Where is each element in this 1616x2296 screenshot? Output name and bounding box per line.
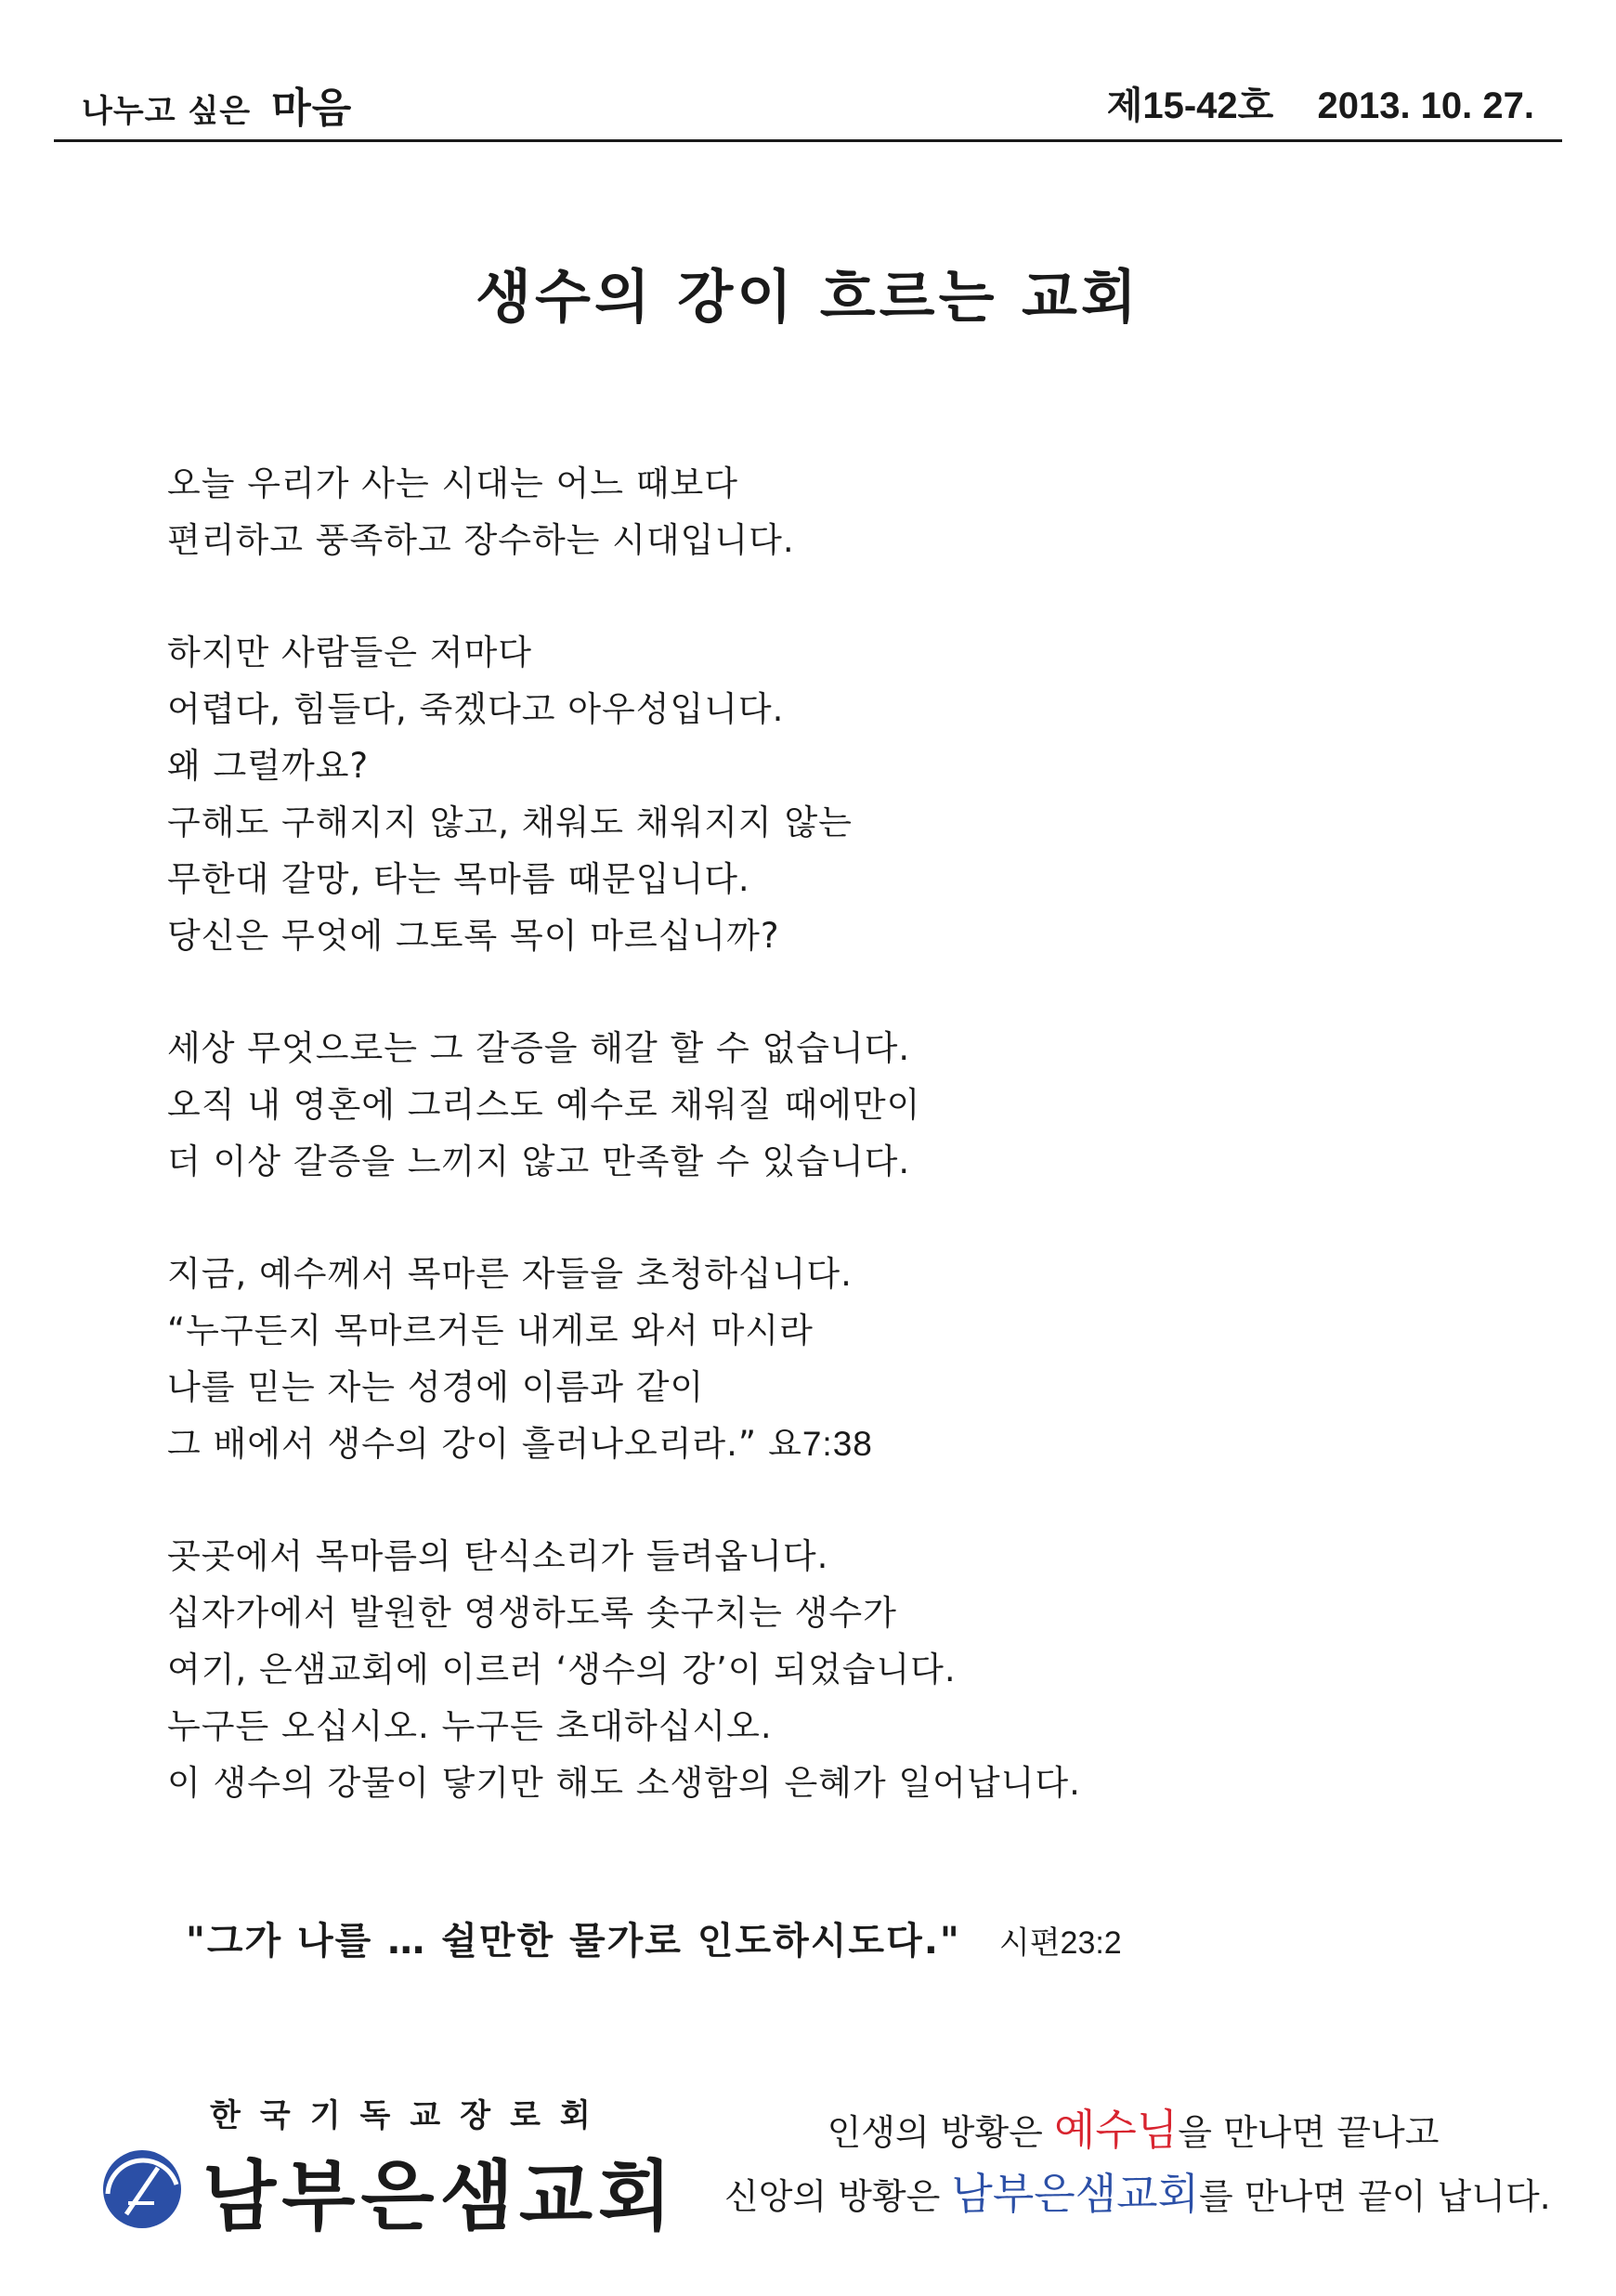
verse-reference: 요7:38 <box>768 1425 873 1463</box>
slogan-text: 인생의 방황은 <box>827 2112 1054 2153</box>
slogan-highlight-church: 남부은샘교회 <box>951 2169 1200 2219</box>
text-line: 편리하고 풍족하고 장수하는 시대입니다. <box>167 520 795 560</box>
text-line-with-ref <box>167 1415 1375 1472</box>
text-line: 그 배에서 생수의 강이 흘러나오리라.” <box>167 1424 758 1464</box>
text-line: 지금, 예수께서 목마른 자들을 초청하십니다. <box>167 1254 853 1294</box>
series-title-part1: 나누고 싶은 <box>82 93 252 130</box>
text-line: 오직 내 영혼에 그리스도 예수로 채워질 때에만이 <box>167 1085 921 1125</box>
closing-reference: 시편23:2 <box>998 1925 1122 1961</box>
text-line: “누구든지 목마르거든 내게로 와서 마시라 <box>167 1311 814 1350</box>
stanza-5 <box>167 1528 1375 1811</box>
series-title <box>82 74 352 134</box>
text-line: 어렵다, 힘들다, 죽겠다고 아우성입니다. <box>167 689 785 729</box>
stanza-2 <box>167 624 1375 964</box>
text-line: 나를 믿는 자는 성경에 이름과 같이 <box>167 1367 705 1407</box>
slogan-text: 을 만나면 끝나고 <box>1178 2112 1440 2153</box>
page-title: 생수의 강이 흐르는 교회 <box>476 263 1140 331</box>
denomination-name: 한국기독교장로회 <box>210 2097 610 2134</box>
stanza-1 <box>167 455 1375 568</box>
text-line: 구해도 구해지지 않고, 채워도 채워지지 않는 <box>167 802 853 842</box>
series-title-part2: 마음 <box>271 85 353 132</box>
text-line: 세상 무엇으로는 그 갈증을 해갈 할 수 없습니다. <box>167 1028 911 1068</box>
text-line: 더 이상 갈증을 느끼지 않고 만족할 수 있습니다. <box>167 1141 911 1181</box>
text-line: 누구든 오십시오. 누구든 초대하십시오. <box>167 1706 773 1746</box>
church-logo <box>100 2090 678 2241</box>
slogan-text: 를 만나면 끝이 납니다. <box>1199 2176 1551 2217</box>
issue-info <box>1107 76 1534 129</box>
church-slogan <box>724 2099 1551 2227</box>
slogan-line-2 <box>724 2163 1551 2227</box>
text-line: 무한대 갈망, 타는 목마름 때문입니다. <box>167 859 750 899</box>
text-line: 당신은 무엇에 그토록 목이 마르십니까? <box>167 916 780 956</box>
stanza-4 <box>167 1246 1375 1472</box>
slogan-highlight-jesus: 예수님 <box>1053 2105 1179 2155</box>
text-line: 왜 그럴까요? <box>167 746 370 786</box>
text-line: 여기, 은샘교회에 이르러 ‘생수의 강’이 되었습니다. <box>167 1650 957 1689</box>
text-line: 하지만 사람들은 저마다 <box>167 633 532 672</box>
church-name: 남부은샘교회 <box>202 2153 678 2241</box>
bulletin-header <box>54 65 1562 142</box>
closing-verse <box>186 1911 1122 1964</box>
church-emblem-icon <box>100 2147 184 2231</box>
stanza-3 <box>167 1020 1375 1190</box>
text-line: 곳곳에서 목마름의 탄식소리가 들려옵니다. <box>167 1536 829 1576</box>
issue-date: 2013. 10. 27. <box>1317 85 1534 126</box>
closing-quote: "그가 나를 … 쉴만한 물가로 인도하시도다." <box>186 1920 961 1963</box>
text-line: 이 생수의 강물이 닿기만 해도 소생함의 은혜가 일어납니다. <box>167 1763 1081 1803</box>
text-line: 오늘 우리가 사는 시대는 어느 때보다 <box>167 463 738 503</box>
issue-number: 제15-42호 <box>1106 85 1274 126</box>
slogan-text: 신앙의 방황은 <box>724 2176 952 2217</box>
body-text <box>167 455 1375 1867</box>
slogan-line-1 <box>724 2099 1542 2163</box>
text-line: 십자가에서 발원한 영생하도록 솟구치는 생수가 <box>167 1593 897 1633</box>
